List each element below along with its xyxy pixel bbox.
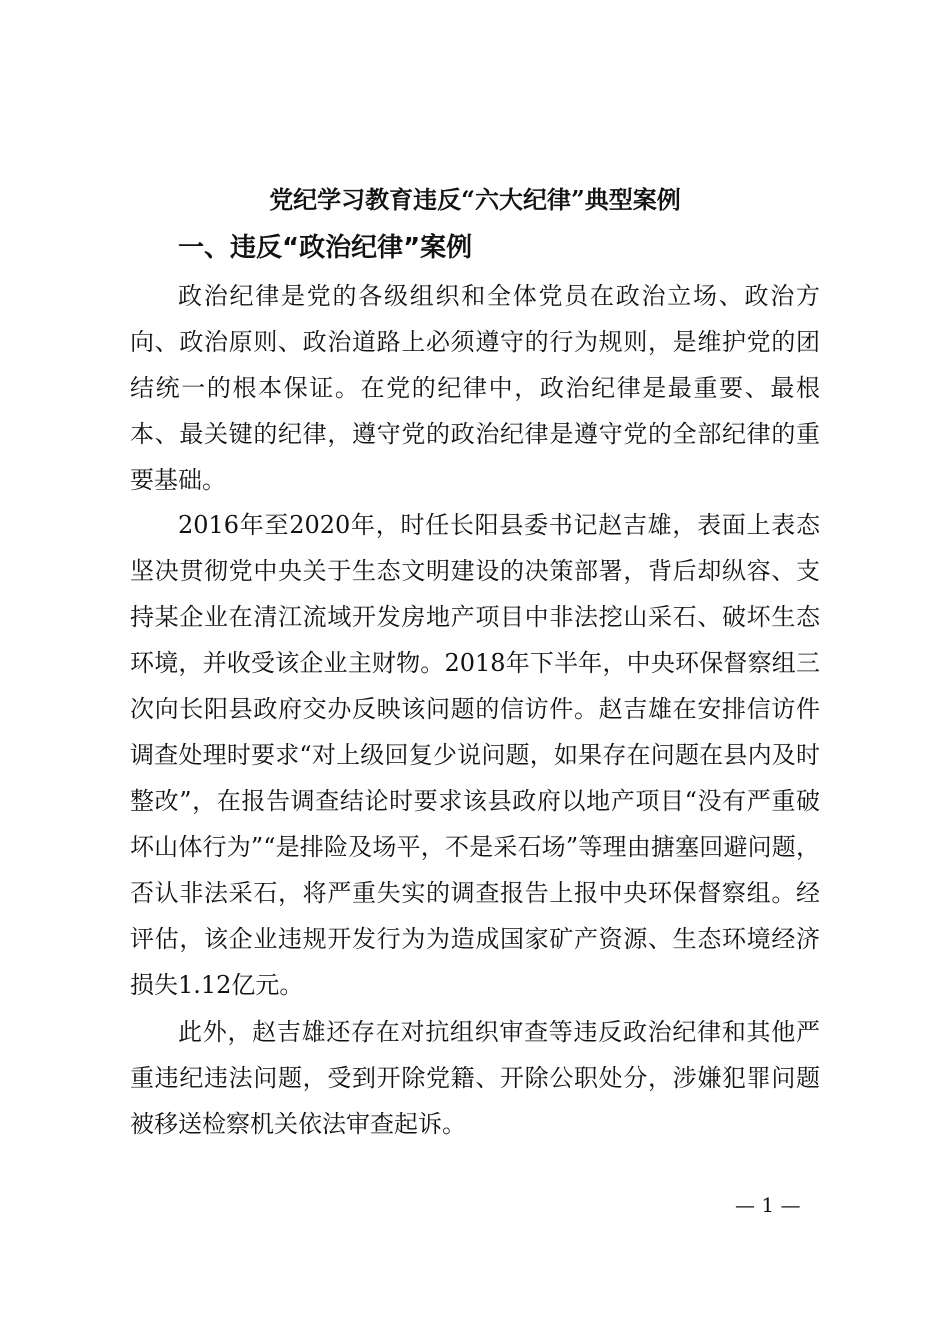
section-heading: 一、违反“政治纪律”案例 <box>178 233 473 263</box>
paragraph-case-description: 2016年至2020年，时任长阳县委书记赵吉雄，表面上表态坚决贯彻党中央关于生态文明建设的决策部署，背后却纵容、支持某企业在清江流域开发房地产项目中非法挖山采石、破坏生态环境，并收受该企业主财物。2018年下半年，中央环保督察组三次向长阳县政府交办反映该问题的信访件。赵吉雄在安排信访件调查处理时要求“对上级回复少说问题，如果存在问题在县内及时整改”，在报告调查结论时要求该县政府以地产项目“没有严重破坏山体行为”“是排险及场平，不是采石场”等理由搪塞回避问题，否认非法采石，将严重失实的调查报告上报中央环保督察组。经评估，该企业违规开发行为为造成国家矿产资源、生态环境经济损失1.12亿元。 <box>130 511 820 999</box>
paragraph-political-discipline-definition: 政治纪律是党的各级组织和全体党员在政治立场、政治方向、政治原则、政治道路上必须遵守的行为规则，是维护党的团结统一的根本保证。在党的纪律中，政治纪律是最重要、最根本、最关键的纪律，遵守党的政治纪律是遵守党的全部纪律的重要基础。 <box>130 282 820 494</box>
document-title: 党纪学习教育违反“六大纪律”典型案例 <box>269 185 681 214</box>
paragraph-case-outcome: 此外，赵吉雄还存在对抗组织审查等违反政治纪律和其他严重违纪违法问题，受到开除党籍、开除公职处分，涉嫌犯罪问题被移送检察机关依法审查起诉。 <box>130 1018 820 1138</box>
page-number: — 1 — <box>735 1193 801 1217</box>
